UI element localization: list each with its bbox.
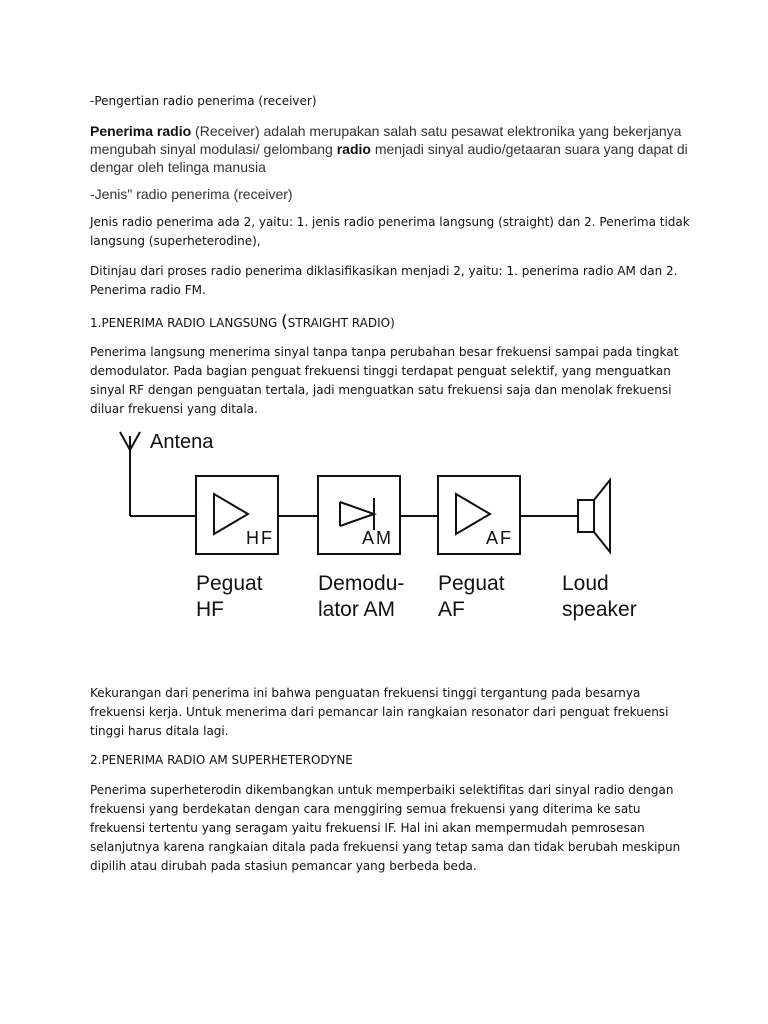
amplifier-hf-icon <box>214 494 248 534</box>
amplifier-af-icon <box>456 494 490 534</box>
intro-heading: -Pengertian radio penerima (receiver) <box>90 94 317 108</box>
block-hf-inner-label: HF <box>246 528 274 548</box>
types-heading: -Jenis" radio penerima (receiver) <box>90 186 293 202</box>
receiver-block-diagram <box>110 428 670 628</box>
section2-title: 2.PENERIMA RADIO AM SUPERHETERODYNE <box>90 753 353 767</box>
caption-hf-line2: HF <box>196 598 224 621</box>
antenna-arm-right <box>130 432 140 450</box>
caption-speaker-line2: speaker <box>562 598 637 621</box>
block-af-inner-label: AF <box>486 528 514 548</box>
definition-text-1: (Receiver) adalah merupakan salah satu pesawat elektronika yang bekerjanya mengubah sinyal modulasi/ gelombang <box>90 123 682 157</box>
section1-title-b: STRAIGHT RADIO) <box>287 316 395 330</box>
block-diagram-svg <box>110 428 670 628</box>
drawback-paragraph: Kekurangan dari penerima ini bahwa penguatan frekuensi tinggi tergantung pada besarnya frekuensi kerja. Untuk menerima dari pemancar lain rangkaian resonator dari penguat frekuensi tinggi harus ditala lagi. <box>90 686 669 738</box>
antenna-label: Antena <box>150 431 214 453</box>
section2-body: Penerima superheterodin dikembangkan untuk memperbaiki selektifitas dari sinyal radio dengan frekuensi yang berdekatan dengan cara menggiring semua frekuensi yang diterima ke satu frekuensi tertentu yang seragam yaitu frekuensi IF. Hal ini akan mempermudah pemrosesan selanjutnya karena rangkaian ditala pada frekuensi yang tetap sama dan tidak berubah meskipun dipilih atau dirubah pada stasiun pemancar yang berbeda beda. <box>90 783 681 873</box>
diode-icon <box>340 498 374 530</box>
definition-paragraph <box>90 122 695 176</box>
caption-hf-line1: Peguat <box>196 572 263 595</box>
caption-am-line1: Demodu- <box>318 572 405 595</box>
definition-text-2: menjadi sinyal audio/getaaran suara yang dapat di dengar oleh telinga manusia <box>90 141 688 175</box>
section1-title-a: 1.PENERIMA RADIO LANGSUNG <box>90 316 282 330</box>
types-paragraph: Jenis radio penerima ada 2, yaitu: 1. jenis radio penerima langsung (straight) dan 2. Penerima tidak langsung (superheterodine), <box>90 215 690 248</box>
caption-af-line2: AF <box>438 598 465 621</box>
section1-body: Penerima langsung menerima sinyal tanpa tanpa perubahan besar frekuensi sampai pada tingkat demodulator. Pada bagian penguat frekuensi tinggi terdapat penguat selektif, yang menguatkan sinyal RF dengan penguatan tertala, jadi menguatkan satu frekuensi saja dan menolak frekuensi diluar frekuensi yang ditala. <box>90 345 679 416</box>
section1-paren: ( <box>281 312 288 332</box>
caption-am-line2: lator AM <box>318 598 396 621</box>
definition-term: Penerima radio <box>90 123 192 139</box>
loudspeaker-icon <box>578 480 610 552</box>
section1-title <box>90 313 690 333</box>
block-am-inner-label: AM <box>362 528 393 548</box>
definition-bold-radio: radio <box>336 141 371 157</box>
process-paragraph: Ditinjau dari proses radio penerima diklasifikasikan menjadi 2, yaitu: 1. penerima radio AM dan 2. Penerima radio FM. <box>90 264 678 297</box>
antenna-arm-left <box>120 432 130 450</box>
caption-speaker-line1: Loud <box>562 572 609 595</box>
caption-af-line1: Peguat <box>438 572 505 595</box>
